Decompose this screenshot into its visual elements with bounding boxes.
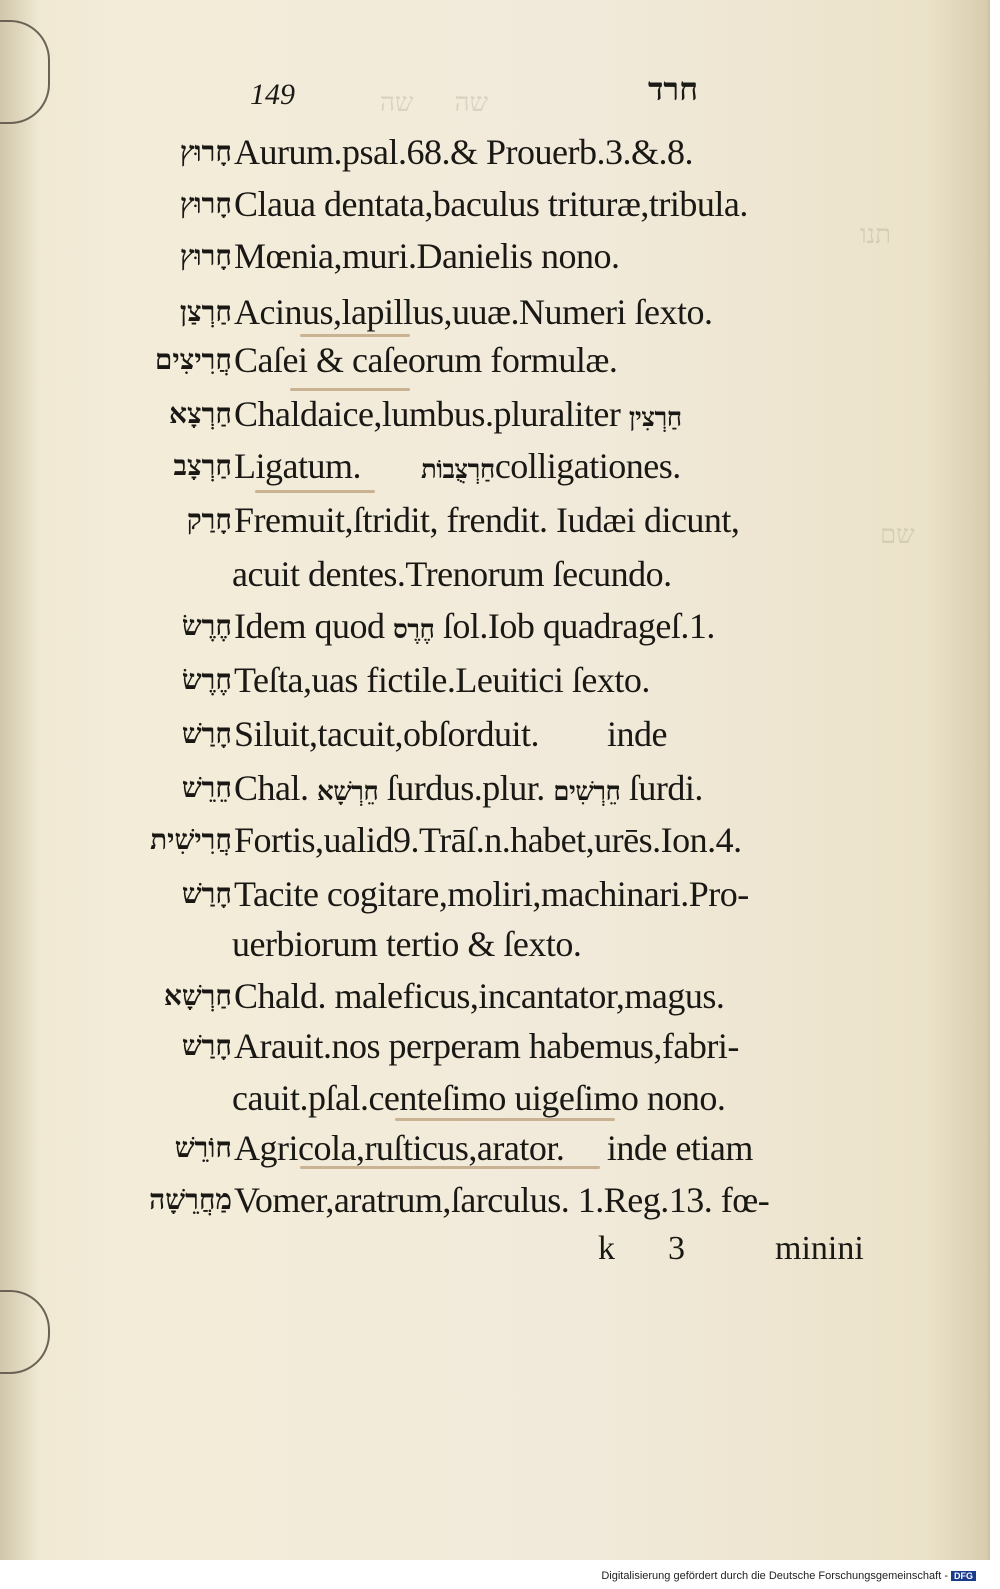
dfg-logo: DFG xyxy=(951,1571,976,1581)
entry-hebrew: חֲרִישִׁית xyxy=(150,823,232,856)
entry-latin: Fremuit,ſtridit, frendit. Iudæi dicunt, xyxy=(234,500,740,540)
entry-latin: Caſei & caſeorum formulæ. xyxy=(234,340,618,380)
entry-row xyxy=(0,338,990,390)
entry-row xyxy=(0,1126,990,1178)
entry-row xyxy=(0,130,990,182)
entry-row xyxy=(0,818,990,870)
entry-hebrew: חֲרִיצִים xyxy=(154,343,232,376)
entry-hebrew: חוֹרֵשׁ xyxy=(174,1131,232,1164)
entry-hebrew: חָרַשׁ xyxy=(181,717,232,750)
entry-hebrew: חָרוּץ xyxy=(179,239,232,272)
entry-hebrew: חָרַק xyxy=(186,503,232,536)
show-through-text: שם xyxy=(880,520,915,550)
entry-hebrew: חֵרֵשׁ xyxy=(181,771,232,804)
entry-row xyxy=(0,1178,990,1230)
entry-latin: Siluit,tacuit,obſorduit. inde xyxy=(234,714,667,754)
entry-row xyxy=(0,712,990,764)
latin-text: ſol.Iob quadrageſ.1. xyxy=(442,606,715,646)
entry-hebrew: חַרְצָב xyxy=(173,449,232,482)
entry-continuation xyxy=(0,922,990,974)
credit-text: Digitalisierung gefördert durch die Deutsche Forschungsgemeinschaft - xyxy=(601,1570,948,1582)
entry-latin: cauit.pſal.centeſimo uigeſimo nono. xyxy=(232,1078,726,1118)
entry-latin: Fortis,ualid9.Trāſ.n.habet,urēs.Ion.4. xyxy=(234,820,742,860)
entry-row xyxy=(0,658,990,710)
catchword: minini xyxy=(775,1230,864,1267)
latin-text: colligationes. xyxy=(494,446,681,486)
entry-latin: Tacite cogitare,moliri,machinari.Pro- xyxy=(234,874,749,914)
entry-hebrew: מַחֲרֵשָׁה xyxy=(149,1183,232,1216)
binding-thread-bottom xyxy=(0,1290,50,1374)
entry-hebrew: חֶרֶשׂ xyxy=(181,609,232,642)
entry-row xyxy=(0,234,990,286)
entry-latin: Chald. maleficus,incantator,magus. xyxy=(234,976,725,1016)
signature-number: 3 xyxy=(668,1230,685,1267)
entry-row xyxy=(0,604,990,656)
entry-hebrew: חָרַשׁ xyxy=(181,1029,232,1062)
latin-text: ſurdus.plur. xyxy=(386,768,545,808)
latin-text: Chal. xyxy=(234,768,309,808)
show-through-text: תנו xyxy=(860,220,891,250)
entry-hebrew: חַרְשָׁא xyxy=(163,979,232,1012)
inline-hebrew: חַרְצִין xyxy=(628,403,682,433)
entry-row xyxy=(0,872,990,924)
entry-latin: Teſta,uas fictile.Leuitici ſexto. xyxy=(234,660,650,700)
inline-hebrew: חֵרְשִׁים xyxy=(553,777,621,807)
entry-latin xyxy=(234,392,682,440)
entry-latin: Mœnia,muri.Danielis nono. xyxy=(234,236,620,276)
entry-hebrew: חָרַשׁ xyxy=(181,877,232,910)
signature-letter: k xyxy=(598,1230,615,1267)
entry-row xyxy=(0,498,990,550)
entry-row xyxy=(0,182,990,234)
page-number: 149 xyxy=(250,78,295,111)
digitization-credit xyxy=(601,1570,976,1582)
entry-latin: Arauit.nos perperam habemus,fabri- xyxy=(234,1026,739,1066)
entry-row xyxy=(0,290,990,342)
latin-text: Ligatum. xyxy=(234,446,361,486)
entry-latin: Claua dentata,baculus trituræ,tribula. xyxy=(234,184,748,224)
latin-text: ſurdi. xyxy=(628,768,703,808)
latin-text: Chaldaice,lumbus.pluraliter xyxy=(234,394,621,434)
entry-row xyxy=(0,1024,990,1076)
entry-latin: Agricola,ruſticus,arator. inde etiam xyxy=(234,1128,753,1168)
entry-latin: acuit dentes.Trenorum ſecundo. xyxy=(232,554,672,594)
entry-hebrew: חָרוּץ xyxy=(179,187,232,220)
entry-row xyxy=(0,974,990,1026)
entry-row xyxy=(0,392,990,444)
entry-row xyxy=(0,444,990,496)
inline-hebrew: חֶרֶס xyxy=(392,615,435,645)
entry-continuation xyxy=(0,552,990,604)
entry-latin xyxy=(234,604,715,652)
entry-latin: Aurum.psal.68.& Prouerb.3.&.8. xyxy=(234,132,693,172)
entry-hebrew: חַרְצָא xyxy=(169,397,232,430)
ink-stain xyxy=(395,1118,615,1121)
inline-hebrew: חַרְצֻבוֹת xyxy=(420,455,495,485)
ink-stain xyxy=(255,490,375,493)
entry-hebrew: חֶרֶשׂ xyxy=(181,663,232,696)
running-head: חרד xyxy=(648,70,699,108)
ink-stain xyxy=(300,1166,600,1169)
entry-latin xyxy=(234,444,681,492)
entry-row xyxy=(0,766,990,818)
inline-hebrew: חֵרְשָׁא xyxy=(317,777,379,807)
binding-thread-top xyxy=(0,20,50,124)
entry-latin xyxy=(234,766,703,814)
entry-latin: Acinus,lapillus,uuæ.Numeri ſexto. xyxy=(234,292,713,332)
show-through-text: שה שה xyxy=(380,88,489,118)
entry-latin: uerbiorum tertio & ſexto. xyxy=(232,924,582,964)
entry-hebrew: חָרוּץ xyxy=(179,135,232,168)
ink-stain xyxy=(300,334,410,337)
ink-stain xyxy=(290,388,410,391)
entry-latin: Vomer,aratrum,ſarculus. 1.Reg.13. fœ- xyxy=(234,1180,770,1220)
latin-text: Idem quod xyxy=(234,606,385,646)
entry-hebrew: חַרְצַן xyxy=(179,295,232,328)
